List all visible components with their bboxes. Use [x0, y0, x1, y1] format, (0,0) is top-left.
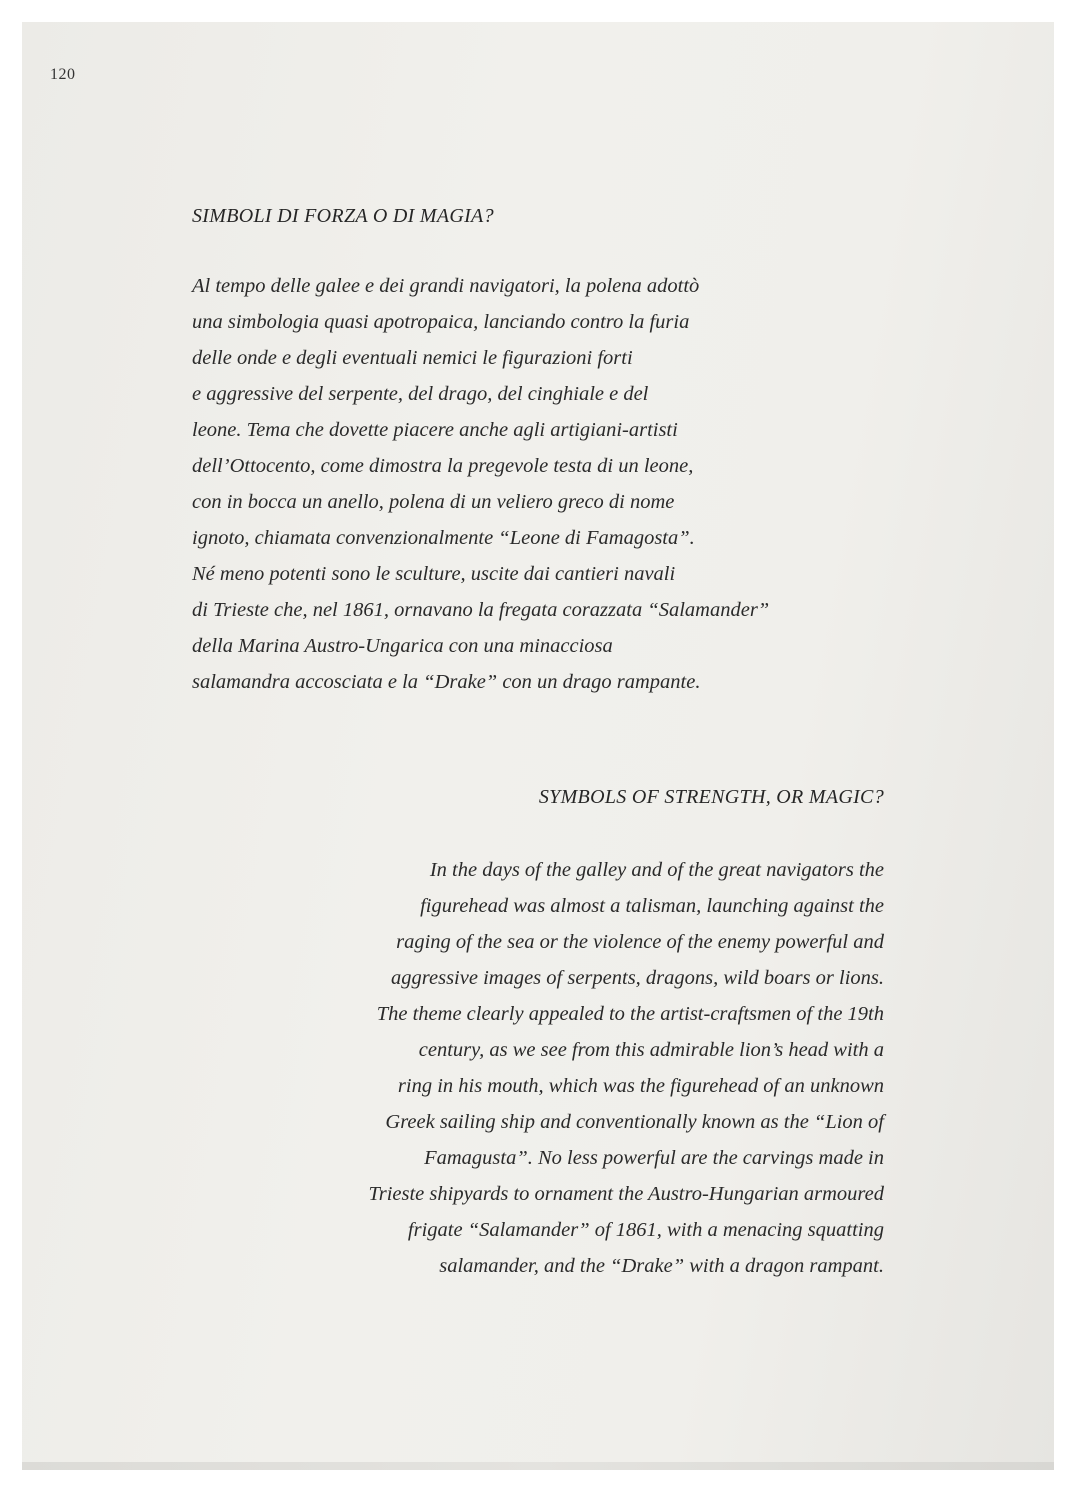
english-text-line: Greek sailing ship and conventionally known as the “Lion of — [385, 1111, 884, 1133]
italian-body-text — [192, 268, 952, 700]
english-section-title: SYMBOLS OF STRENGTH, OR MAGIC? — [538, 786, 884, 808]
italian-text-line: Né meno potenti sono le sculture, uscite dai cantieri navali — [192, 563, 676, 585]
english-text-line: The theme clearly appealed to the artist-craftsmen of the 19th — [376, 1003, 884, 1025]
italian-text-line: di Trieste che, nel 1861, ornavano la fregata corazzata “Salamander” — [192, 599, 770, 621]
english-body-text — [164, 852, 884, 1284]
book-page — [22, 22, 1054, 1470]
italian-text-line: con in bocca un anello, polena di un veliero greco di nome — [192, 491, 675, 513]
english-text-line: salamander, and the “Drake” with a dragon rampant. — [439, 1255, 884, 1277]
italian-text-line: dell’Ottocento, come dimostra la pregevole testa di un leone, — [192, 455, 694, 477]
english-text-line: ring in his mouth, which was the figurehead of an unknown — [397, 1075, 884, 1097]
italian-text-line: leone. Tema che dovette piacere anche agli artigiani-artisti — [192, 419, 678, 441]
italian-section-title: SIMBOLI DI FORZA O DI MAGIA? — [192, 205, 494, 227]
english-text-line: In the days of the galley and of the great navigators the — [429, 859, 884, 881]
italian-text-line: Al tempo delle galee e dei grandi navigatori, la polena adottò — [192, 275, 700, 297]
italian-text-line: delle onde e degli eventuali nemici le figurazioni forti — [192, 347, 633, 369]
italian-text-line: una simbologia quasi apotropaica, lanciando contro la furia — [192, 311, 690, 333]
italian-text-line: della Marina Austro-Ungarica con una minacciosa — [192, 635, 613, 657]
english-text-line: raging of the sea or the violence of the enemy powerful and — [396, 931, 884, 953]
page-bottom-edge — [22, 1462, 1054, 1470]
english-text-line: century, as we see from this admirable lion’s head with a — [418, 1039, 884, 1061]
italian-text-line: salamandra accosciata e la “Drake” con un drago rampante. — [192, 671, 701, 693]
english-text-line: frigate “Salamander” of 1861, with a menacing squatting — [407, 1219, 884, 1241]
english-text-line: aggressive images of serpents, dragons, wild boars or lions. — [391, 967, 884, 989]
italian-text-line: ignoto, chiamata convenzionalmente “Leone di Famagosta”. — [192, 527, 695, 549]
english-text-line: figurehead was almost a talisman, launching against the — [420, 895, 884, 917]
english-text-line: Famagusta”. No less powerful are the carvings made in — [424, 1147, 884, 1169]
italian-text-line: e aggressive del serpente, del drago, del cinghiale e del — [192, 383, 649, 405]
page-number: 120 — [50, 66, 76, 83]
english-text-line: Trieste shipyards to ornament the Austro-Hungarian armoured — [368, 1183, 884, 1205]
